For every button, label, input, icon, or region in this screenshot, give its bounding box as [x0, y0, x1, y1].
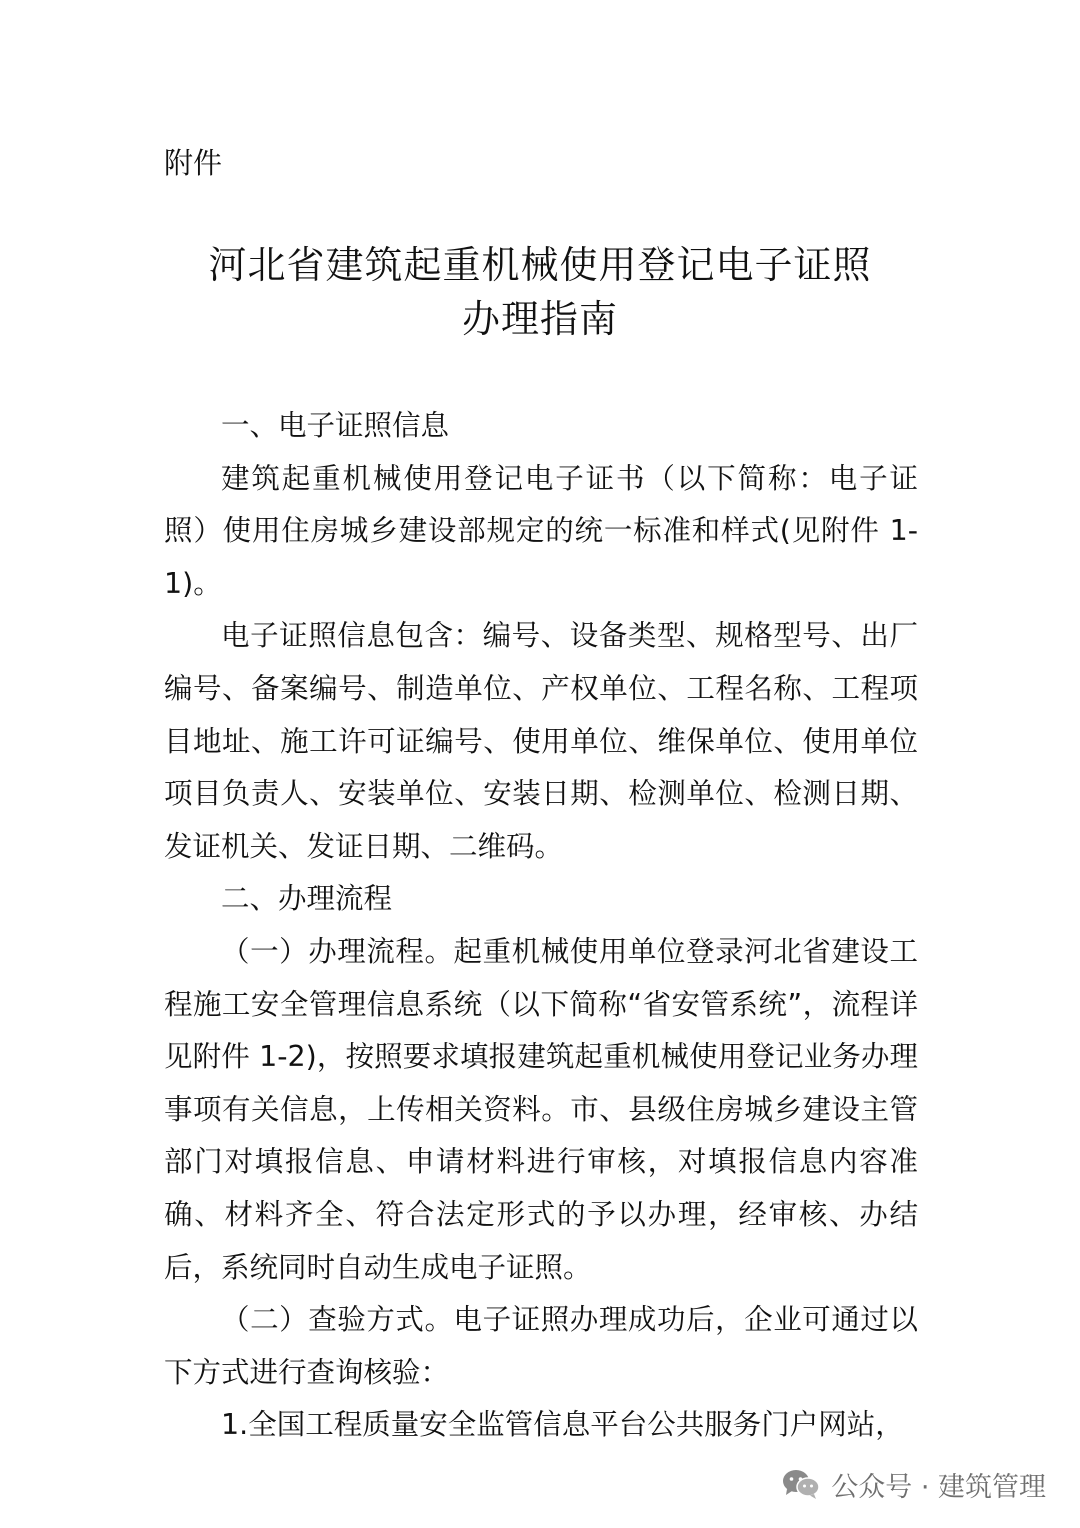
- section-1-paragraph-1: 建筑起重机械使用登记电子证书（以下简称：电子证照）使用住房城乡建设部规定的统一标准和样式(见附件 1-1)。: [164, 461, 918, 600]
- section-1-heading: 一、电子证照信息: [221, 409, 450, 442]
- document-title-line-2: 办理指南: [461, 297, 618, 341]
- attachment-label: 附件: [164, 146, 223, 180]
- document-body: [164, 400, 918, 1452]
- section-2-paragraph-2: （二）查验方式。电子证照办理成功后，企业可通过以下方式进行查询核验：: [164, 1303, 918, 1389]
- section-1-paragraph-2: 电子证照信息包含：编号、设备类型、规格型号、出厂编号、备案编号、制造单位、产权单位、工程名称、工程项目地址、施工许可证编号、使用单位、维保单位、使用单位项目负责人、安装单位、安装日期、检测单位、检测日期、发证机关、发证日期、二维码。: [164, 619, 918, 863]
- section-2-paragraph-3: 1.全国工程质量安全监管信息平台公共服务门户网站，: [221, 1408, 904, 1442]
- wechat-watermark: [781, 1462, 1046, 1506]
- wechat-icon: [781, 1468, 821, 1500]
- document-title-line-1: 河北省建筑起重机械使用登记电子证照: [208, 243, 872, 287]
- section-2-heading: 二、办理流程: [221, 882, 393, 916]
- section-2-paragraph-1: （一）办理流程。起重机械使用单位登录河北省建设工程施工安全管理信息系统（以下简称“省安管系统”，流程详见附件 1-2)，按照要求填报建筑起重机械使用登记业务办理事项有关信息，上传相关资料。市、县级住房城乡建设主管部门对填报信息、申请材料进行审核，对填报信息内容准确、材料齐全、符合法定形式的予以办理，经审核、办结后，系统同时自动生成电子证照。: [164, 934, 918, 1284]
- watermark-text: 公众号 · 建筑管理: [831, 1471, 1046, 1503]
